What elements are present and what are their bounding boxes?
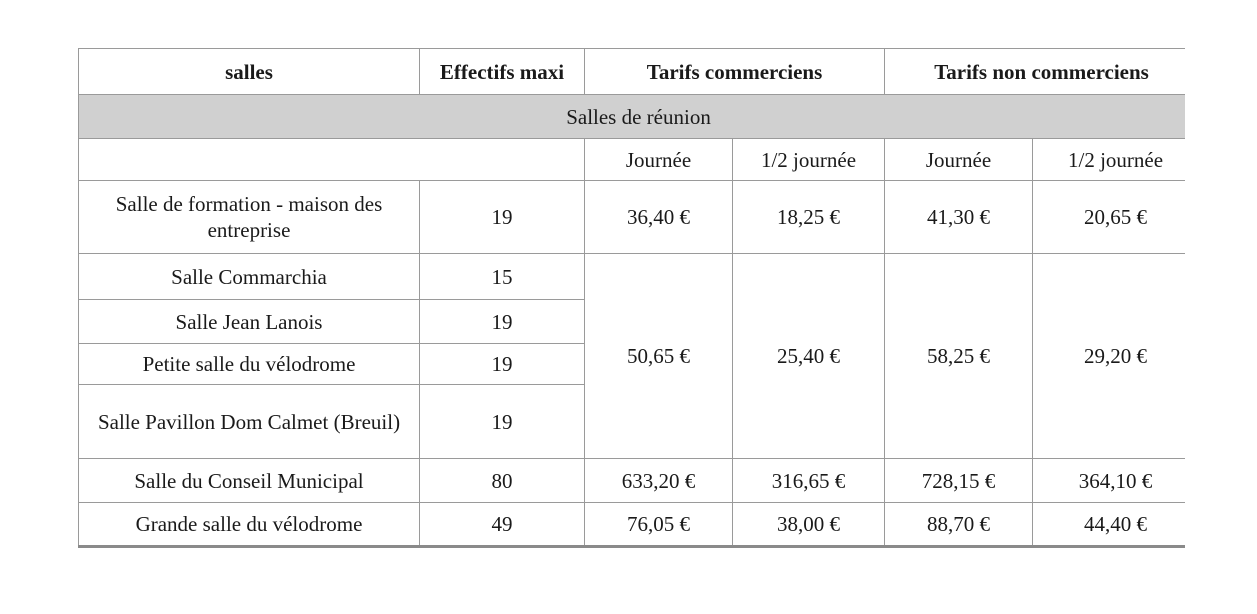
grouped-price-com-journee: 50,65 €: [585, 254, 733, 459]
price-noncom-demi: 364,10 €: [1033, 459, 1185, 503]
header-effectifs: Effectifs maxi: [420, 49, 585, 95]
room-name: Salle Pavillon Dom Calmet (Breuil): [79, 385, 420, 459]
price-com-journee: 36,40 €: [585, 181, 733, 254]
room-effectif: 19: [420, 300, 585, 344]
subheader-empty: [79, 139, 585, 181]
room-name: Petite salle du vélodrome: [79, 344, 420, 385]
room-effectif: 19: [420, 344, 585, 385]
pricing-table: [78, 48, 1185, 548]
price-noncom-demi: 44,40 €: [1033, 503, 1185, 547]
room-name: Salle Commarchia: [79, 254, 420, 300]
section-row: [79, 95, 1186, 139]
price-com-journee: 76,05 €: [585, 503, 733, 547]
price-noncom-journee: 41,30 €: [885, 181, 1033, 254]
price-com-demi: 18,25 €: [733, 181, 885, 254]
table-row: [79, 503, 1186, 547]
table-row: [79, 181, 1186, 254]
subheader-noncom-demi: 1/2 journée: [1033, 139, 1185, 181]
table-row: [79, 459, 1186, 503]
subheader-com-demi: 1/2 journée: [733, 139, 885, 181]
room-effectif: 19: [420, 181, 585, 254]
room-effectif: 19: [420, 385, 585, 459]
price-noncom-journee: 88,70 €: [885, 503, 1033, 547]
header-row: [79, 49, 1186, 95]
price-com-journee: 633,20 €: [585, 459, 733, 503]
table-row: [79, 254, 1186, 300]
header-salles: salles: [79, 49, 420, 95]
grouped-price-noncom-journee: 58,25 €: [885, 254, 1033, 459]
subheader-noncom-journee: Journée: [885, 139, 1033, 181]
room-effectif: 49: [420, 503, 585, 547]
room-name: Grande salle du vélodrome: [79, 503, 420, 547]
room-effectif: 80: [420, 459, 585, 503]
price-com-demi: 38,00 €: [733, 503, 885, 547]
pricing-table-container: [78, 48, 1185, 548]
subheader-com-journee: Journée: [585, 139, 733, 181]
grouped-price-noncom-demi: 29,20 €: [1033, 254, 1185, 459]
price-noncom-demi: 20,65 €: [1033, 181, 1185, 254]
header-tarifs-commerciens: Tarifs commerciens: [585, 49, 885, 95]
grouped-price-com-demi: 25,40 €: [733, 254, 885, 459]
price-noncom-journee: 728,15 €: [885, 459, 1033, 503]
room-name: Salle du Conseil Municipal: [79, 459, 420, 503]
subheader-row: [79, 139, 1186, 181]
section-title: Salles de réunion: [79, 95, 1186, 139]
price-com-demi: 316,65 €: [733, 459, 885, 503]
header-tarifs-non-commerciens: Tarifs non commerciens: [885, 49, 1185, 95]
room-effectif: 15: [420, 254, 585, 300]
room-name: Salle Jean Lanois: [79, 300, 420, 344]
room-name: Salle de formation - maison des entreprise: [79, 181, 420, 254]
